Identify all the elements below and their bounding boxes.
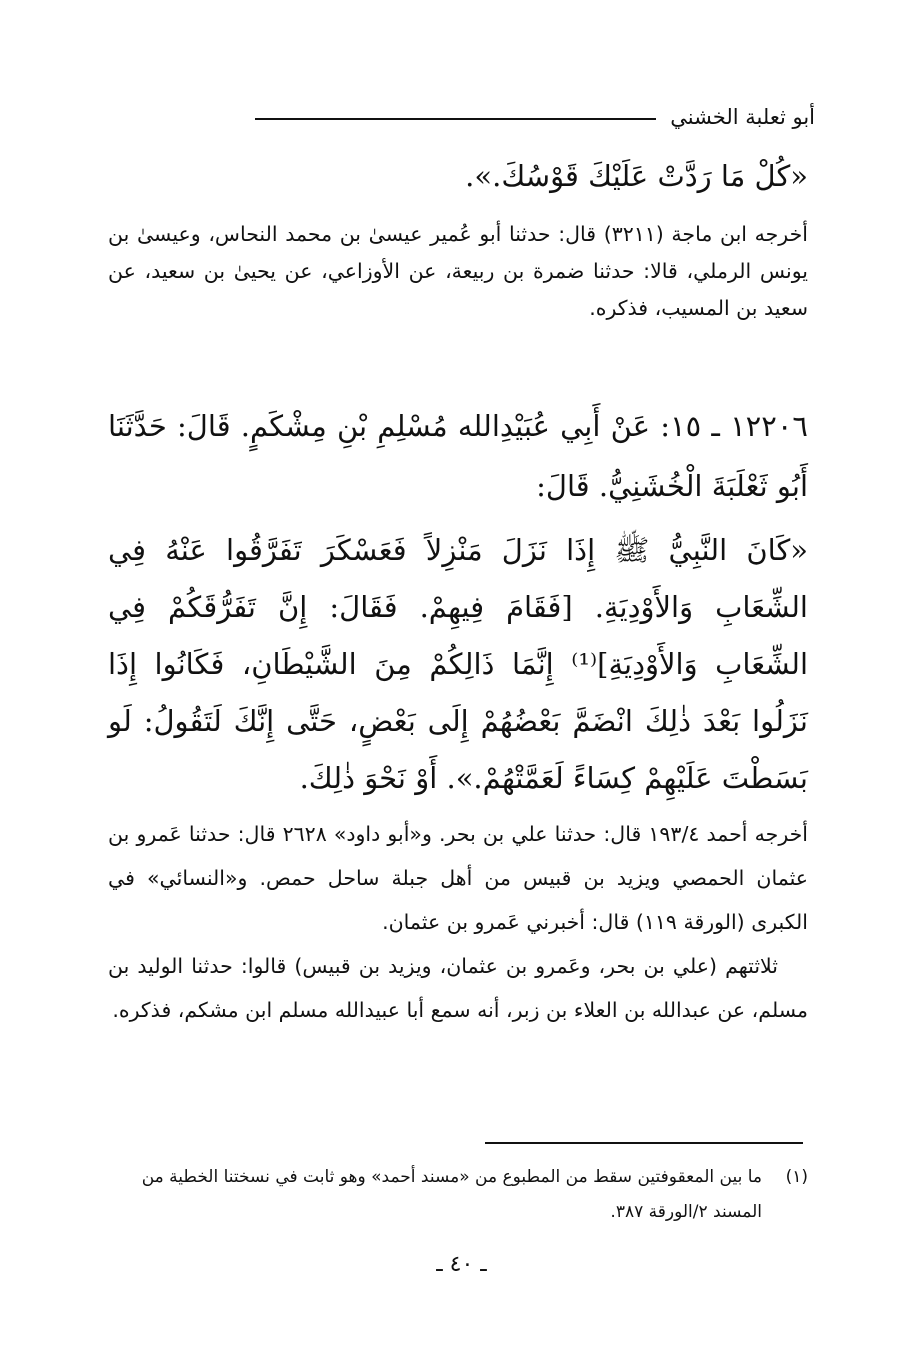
header-rule: [255, 118, 656, 120]
footnote-text: ما بين المعقوفتين سقط من المطبوع من «مسند أحمد» وهو ثابت في نسختنا الخطية من المسند ٢/الورقة ٣٨٧.: [141, 1167, 762, 1222]
takhrij-paragraph-1: أخرجه ابن ماجة (٣٢١١) قال: حدثنا أبو عُمير عيسىٰ بن محمد النحاس، وعيسىٰ بن يونس الرملي، قالا: حدثنا ضمرة بن ربيعة، عن الأوزاعي، عن يحيىٰ بن سعيد، عن سعيد بن المسيب، فذكره.: [108, 222, 808, 320]
takhrij-paragraph-3: ثلاثتهم (علي بن بحر، وعَمرو بن عثمان، ويزيد بن قبيس) قالوا: حدثنا الوليد بن مسلم، عن عبدالله بن العلاء بن زبر، أنه سمع أبا عبيدالله مسلم ابن مشكم، فذكره.: [108, 954, 808, 1022]
page-number: ـ ٤٠ ـ: [436, 1252, 487, 1277]
hadith-matn: «كَانَ النَّبِيُّ ﷺ إِذَا نَزَلَ مَنْزِلاً فَعَسْكَرَ تَفَرَّقُوا عَنْهُ فِي الشِّعَابِ وَالأَوْدِيَةِ. [فَقَامَ فِيهِمْ. فَقَالَ: إِنَّ تَفَرُّقَكُمْ فِي الشِّعَابِ وَالأَوْدِيَةِ]⁽¹⁾ إِنَّمَا ذَالِكُمْ مِنَ الشَّيْطَانِ، فَكَانُوا إِذَا نَزَلُوا بَعْدَ ذٰلِكَ انْضَمَّ بَعْضُهُمْ إِلَى بَعْضٍ، حَتَّى إِنَّكَ لَتَقُولُ: لَو بَسَطْتَ عَلَيْهِمْ كِسَاءً لَعَمَّتْهُمْ.». أَوْ نَحْوَ ذٰلِكَ.: [108, 533, 809, 795]
hadith-heading: ١٢٢٠٦ ـ ١٥: عَنْ أَبِي عُبَيْدِالله مُسْلِمِ بْنِ مِشْكَمٍ. قَالَ: حَدَّثَنَا أَبُو ثَعْلَبَةَ الْخُشَنِيُّ. قَالَ:: [108, 409, 808, 503]
takhrij-paragraph-2: أخرجه أحمد ١٩٣/٤ قال: حدثنا علي بن بحر. و«أبو داود» ٢٦٢٨ قال: حدثنا عَمرو بن عثمان الحمصي ويزيد بن قبيس من أهل جبلة ساحل حمص. و«النسائي» في الكبرى (الورقة ١١٩) قال: أخبرني عَمرو بن عثمان.: [108, 822, 808, 934]
footnote-rule: [485, 1142, 803, 1144]
running-header: [255, 102, 815, 132]
footnote-number: (١): [785, 1167, 808, 1187]
continued-hadith-text: «كُلْ مَا رَدَّتْ عَلَيْكَ قَوْسُكَ.».: [465, 159, 808, 193]
takhrij-section-2: [108, 812, 808, 1032]
running-title: أبو ثعلبة الخشني: [670, 105, 815, 129]
footnote: [108, 1160, 808, 1230]
